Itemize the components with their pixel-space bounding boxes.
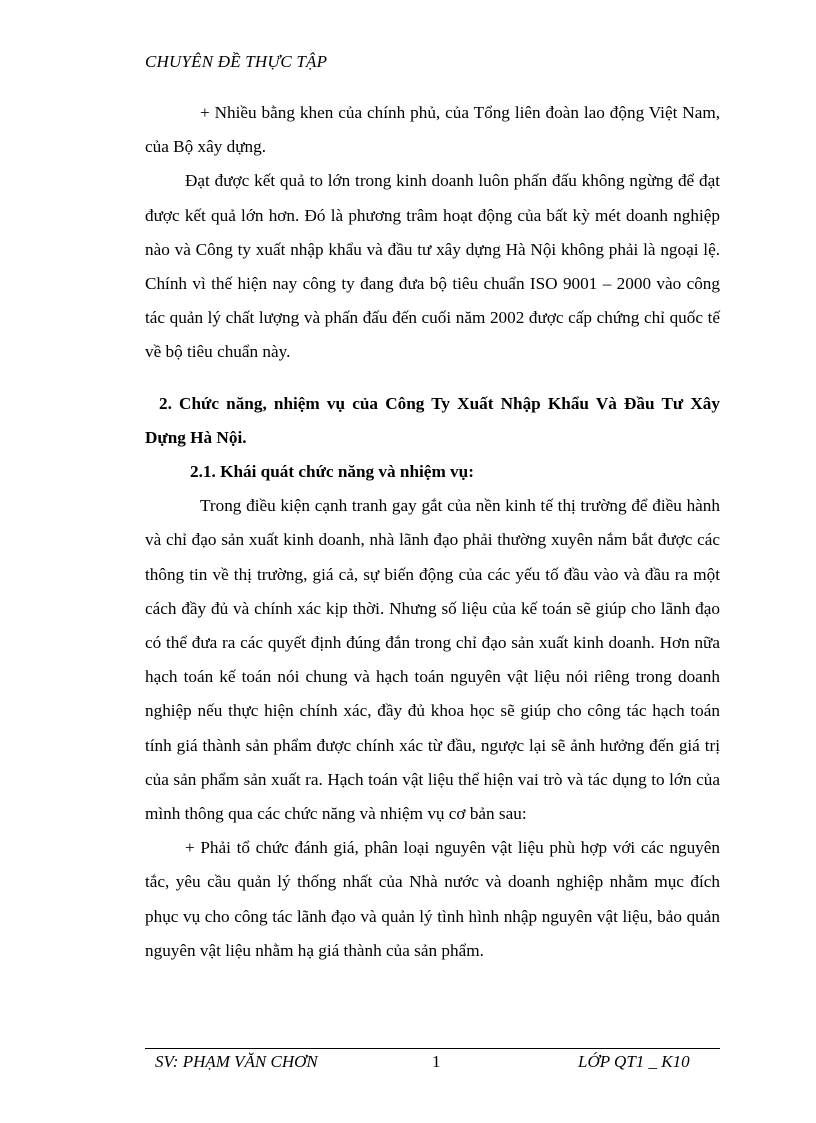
- footer-class: LỚP QT1 _ K10: [578, 1052, 690, 1071]
- subsection-heading: 2.1. Khái quát chức năng và nhiệm vụ:: [190, 462, 474, 482]
- footer-student-name: SV: PHẠM VĂN CHƠN: [155, 1052, 318, 1071]
- document-body: [145, 96, 720, 968]
- paragraph-awards: + Nhiều bằng khen của chính phủ, của Tổng liên đoàn lao động Việt Nam, của Bộ xây dựng.: [145, 103, 720, 157]
- footer-page-number: 1: [432, 1052, 441, 1071]
- paragraph-overview: Trong điều kiện cạnh tranh gay gắt của nền kinh tế thị trường để điều hành và chỉ đạo sản xuất kinh doanh, nhà lãnh đạo phải thường xuyên nắm bắt được các thông tin về thị trường, giá cả, sự biến động của các yếu tố đầu vào và đầu ra một cách đầy đủ và chính xác kịp thời. Nhưng số liệu của kế toán sẽ giúp cho lãnh đạo có thể đưa ra các quyết định đúng đắn trong chỉ đạo sản xuất kinh doanh. Hơn nữa hạch toán kế toán nói chung và hạch toán nguyên vật liệu nói riêng trong doanh nghiệp nếu thực hiện chính xác, đầy đủ khoa học sẽ giúp cho công tác hạch toán tính giá thành sản phẩm được chính xác từ đầu, ngược lại sẽ ảnh hưởng đến giá trị của sản phẩm sản xuất ra. Hạch toán vật liệu thể hiện vai trò và tác dụng to lớn của mình thông qua các chức năng và nhiệm vụ cơ bản sau:: [145, 496, 720, 824]
- paragraph-task-1: + Phải tổ chức đánh giá, phân loại nguyên vật liệu phù hợp với các nguyên tắc, yêu cầu quản lý thống nhất của Nhà nước và doanh nghiệp nhằm mục đích phục vụ cho công tác lãnh đạo và quản lý tình hình nhập nguyên vật liệu, bảo quản nguyên vật liệu nhằm hạ giá thành của sản phẩm.: [145, 838, 720, 960]
- paragraph-achievements: Đạt được kết quả to lớn trong kinh doanh luôn phấn đấu không ngừng để đạt được kết quả lớn hơn. Đó là phương trâm hoạt động của bất kỳ mét doanh nghiệp nào và Công ty xuất nhập khẩu và đầu tư xây dựng Hà Nội không phải là ngoại lệ. Chính vì thế hiện nay công ty đang đưa bộ tiêu chuẩn ISO 9001 – 2000 vào công tác quản lý chất lượng và phấn đấu đến cuối năm 2002 được cấp chứng chỉ quốc tế về bộ tiêu chuẩn này.: [145, 171, 720, 362]
- section-heading: 2. Chức năng, nhiệm vụ của Công Ty Xuất Nhập Khẩu Và Đầu Tư Xây Dựng Hà Nội.: [145, 393, 720, 447]
- page-header-title: CHUYÊN ĐỀ THỰC TẬP: [145, 52, 328, 71]
- footer-divider: [145, 1048, 720, 1049]
